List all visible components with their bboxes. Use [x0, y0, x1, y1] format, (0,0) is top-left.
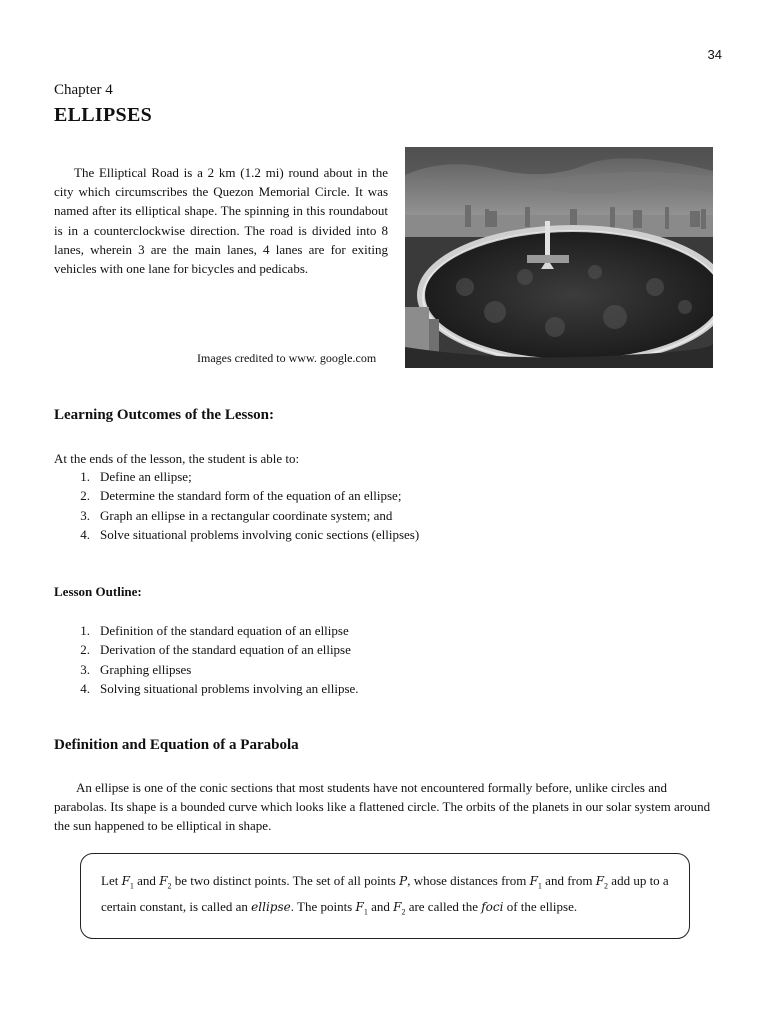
list-item-text: Solve situational problems involving conic sections (ellipses)	[100, 527, 420, 543]
definition-text: and from	[541, 873, 596, 888]
math-subscript: 2	[401, 907, 406, 917]
image-credit: Images credited to www. google.com	[197, 351, 377, 365]
chapter-label: Chapter 4	[54, 82, 113, 98]
math-F: F	[159, 874, 168, 888]
list-number: 2.	[80, 642, 90, 658]
list-number: 4.	[80, 527, 90, 543]
math-subscript: 1	[537, 881, 542, 891]
list-item	[54, 467, 419, 486]
math-F: F	[393, 899, 402, 914]
definition-text: , whose distances from	[407, 873, 530, 888]
list-number: 4.	[80, 681, 90, 697]
definition-section-heading: Definition and Equation of a Parabola	[54, 737, 299, 753]
list-item-text: Derivation of the standard equation of an ellipse	[100, 642, 351, 658]
list-number: 1.	[80, 469, 90, 484]
intro-paragraph: The Elliptical Road is a 2 km (1.2 mi) round about in the city which circumscribes the Quezon Memorial Circle. It was named after its elliptical shape. The spinning in this roundabout is in a counterclockwise direction. The road is divided into 8 lanes, wherein 3 are the main lanes, 4 lanes are for exiting vehicles with one lane for bicycles and pedicabs.	[54, 165, 388, 277]
list-item	[54, 679, 359, 698]
math-subscript: 1	[129, 881, 134, 891]
list-item-text: Solving situational problems involving an ellipse.	[100, 681, 359, 697]
lesson-outline-heading: Lesson Outline:	[54, 584, 142, 599]
list-item	[54, 660, 359, 679]
list-item-text: Graph an ellipse in a rectangular coordinate system; and	[100, 507, 393, 523]
learning-outcomes-list	[54, 467, 419, 545]
math-F: F	[121, 874, 130, 888]
list-number: 2.	[80, 488, 90, 504]
definition-text: of the ellipse.	[503, 898, 578, 914]
list-number: 3.	[80, 661, 90, 677]
math-subscript: 2	[604, 881, 609, 891]
list-item	[54, 640, 359, 659]
definition-text: . The points	[290, 898, 356, 914]
learning-outcomes-heading: Learning Outcomes of the Lesson:	[54, 407, 274, 423]
lesson-outline-list	[54, 621, 359, 699]
list-item	[54, 506, 419, 525]
math-P: P	[399, 874, 408, 888]
math-F: F	[595, 874, 605, 888]
math-subscript: 1	[363, 907, 368, 917]
ellipse-term: ellipse	[251, 899, 291, 914]
math-subscript: 2	[167, 881, 172, 891]
definition-text: be two distinct points. The set of all points	[171, 873, 400, 888]
definition-text: are called the	[405, 898, 482, 914]
math-F: F	[355, 899, 364, 914]
page-number: 34	[707, 47, 722, 62]
list-item-text: Determine the standard form of the equation of an ellipse;	[100, 488, 402, 504]
definition-text: and	[133, 873, 160, 888]
list-number: 3.	[80, 507, 90, 523]
list-item-text: Definition of the standard equation of an ellipse	[100, 623, 349, 638]
definition-paragraph: An ellipse is one of the conic sections that most students have not encountered formally before, unlike circles and parabolas. Its shape is a bounded curve which looks like a flattened circle. The orbits of the planets in our solar system around the sun happened to be elliptical in shape.	[54, 780, 711, 834]
list-item-text: Define an ellipse;	[100, 469, 192, 484]
definition-box	[80, 853, 690, 939]
list-item	[54, 525, 419, 544]
list-number: 1.	[80, 623, 90, 638]
list-item	[54, 621, 359, 640]
definition-text: add up to a certain constant, is called an	[101, 873, 669, 914]
math-F: F	[529, 874, 538, 888]
roundabout-aerial-photo	[405, 147, 713, 368]
chapter-title: ELLIPSES	[54, 104, 153, 126]
list-item	[54, 486, 419, 505]
foci-term: foci	[481, 899, 504, 914]
definition-text: and	[367, 898, 394, 914]
definition-text: Let	[101, 873, 122, 888]
learning-outcomes-intro: At the ends of the lesson, the student is able to:	[54, 451, 300, 466]
list-item-text: Graphing ellipses	[100, 661, 192, 677]
